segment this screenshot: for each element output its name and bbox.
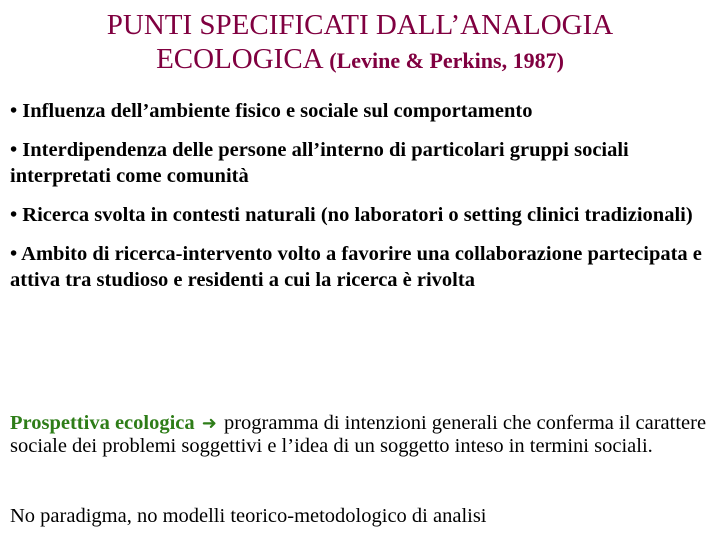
title-keyword: ECOLOGICA xyxy=(156,43,323,75)
bullet-item: • Influenza dell’ambiente fisico e sociale sul comportamento xyxy=(10,100,533,122)
perspective-term: Prospettiva ecologica xyxy=(10,412,195,434)
arrow-right-icon: ➜ xyxy=(201,413,217,434)
bullet-item: • Ricerca svolta in contesti naturali (no laboratori o setting clinici tradizionali) xyxy=(10,204,693,226)
closing-line: No paradigma, no modelli teorico-metodologico di analisi xyxy=(10,505,487,527)
title-line-2 xyxy=(0,42,720,78)
bullet-item: • Interdipendenza delle persone all’interno di particolari gruppi sociali interpretati come comunità xyxy=(10,139,629,187)
bullet-list xyxy=(10,98,710,306)
bullet-item: • Ambito di ricerca-intervento volto a favorire una collaborazione partecipata e attiva tra studioso e residenti a cui la ricerca è rivolta xyxy=(10,243,702,291)
perspective-text: programma di intenzioni generali che conferma il carattere sociale dei problemi soggettivi e l’idea di un soggetto inteso in termini sociali. xyxy=(10,412,707,457)
perspective-paragraph xyxy=(10,412,710,458)
slide-title xyxy=(0,8,720,78)
title-citation: (Levine & Perkins, 1987) xyxy=(329,48,564,73)
title-line-1: PUNTI SPECIFICATI DALL’ANALOGIA xyxy=(106,9,614,41)
